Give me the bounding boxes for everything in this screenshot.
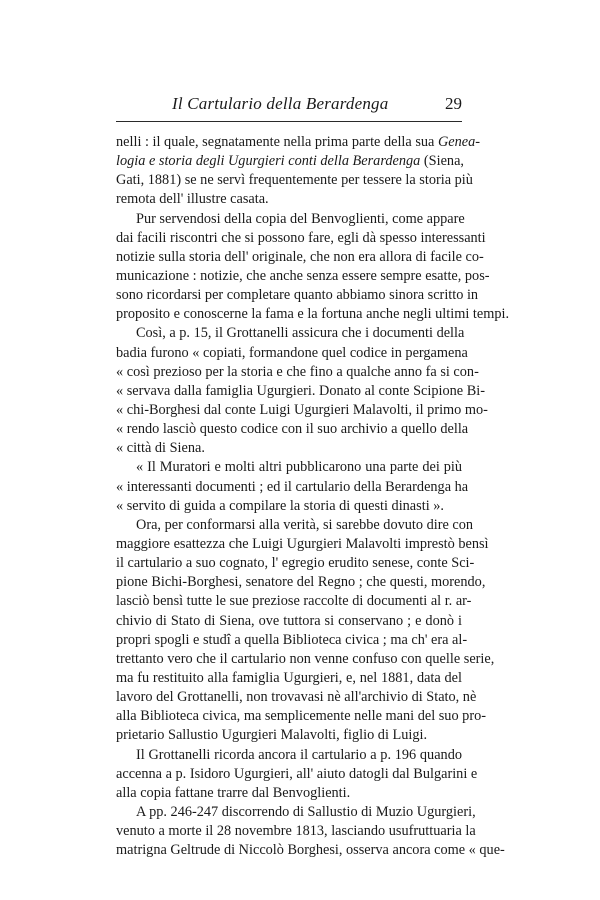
text-line: proposito e conoscerne la fama e la fortuna anche negli ultimi tempi.	[116, 306, 510, 323]
text-line: il cartulario a suo cognato, l' egregio erudito senese, conte Sci-	[116, 555, 475, 572]
text-line: « così prezioso per la storia e che fino a qualche anno fa si con-	[116, 363, 479, 380]
text-line: « chi-Borghesi dal conte Luigi Ugurgieri Malavolti, il primo mo-	[116, 401, 488, 418]
running-head: Il Cartulario della Berardenga	[172, 94, 389, 113]
text-line: badia furono « copiati, formandone quel codice in pergamena	[116, 344, 468, 361]
text-line: nelli : il quale, segnatamente nella prima parte della sua Genea-	[116, 134, 481, 150]
text-line: lavoro del Grottanelli, non trovavasi nè all'archivio di Stato, nè	[116, 689, 477, 706]
body-text	[116, 133, 510, 860]
text-line: « rendo lasciò questo codice con il suo archivio a quello della	[116, 421, 469, 438]
text-line: municazione : notizie, che anche senza essere sempre esatte, pos-	[116, 267, 490, 284]
text-line: trettanto vero che il cartulario non venne confuso con quelle serie,	[116, 650, 495, 667]
text-line: matrigna Geltrude di Niccolò Borghesi, osserva ancora come « que-	[116, 842, 505, 859]
header-rule	[116, 121, 462, 122]
text-line: sono ricordarsi per completare quanto abbiamo sinora scritto in	[116, 287, 479, 304]
page-header	[116, 94, 462, 118]
text-line: maggiore esattezza che Luigi Ugurgieri Malavolti imprestò bensì	[116, 535, 489, 552]
text-line: « Il Muratori e molti altri pubblicarono una parte dei più	[136, 459, 462, 476]
text-line: ma fu restituito alla famiglia Ugurgieri, e, nel 1881, data del	[116, 669, 462, 686]
text-line: pione Bichi-Borghesi, senatore del Regno ; che questi, morendo,	[116, 574, 486, 591]
text-line: alla copia fattane trarre dal Benvoglienti.	[116, 784, 351, 801]
text-line: propri spogli e studî a quella Biblioteca civica ; ma ch' era al-	[116, 631, 468, 648]
text-line: A pp. 246-247 discorrendo di Sallustio di Muzio Ugurgieri,	[136, 803, 476, 820]
text-line: Gati, 1881) se ne servì frequentemente per tessere la storia più	[116, 172, 473, 189]
text-line: notizie sulla storia dell' originale, che non era allora di facile co-	[116, 248, 484, 265]
text-line: Il Grottanelli ricorda ancora il cartulario a p. 196 quando	[136, 746, 462, 763]
text-line: Così, a p. 15, il Grottanelli assicura che i documenti della	[136, 325, 465, 342]
page-number: 29	[445, 94, 462, 113]
text-line: logia e storia degli Ugurgieri conti della Berardenga (Siena,	[116, 153, 464, 170]
text-line: « servito di guida a compilare la storia di questi dinasti ».	[116, 497, 444, 514]
text-line: chivio di Stato di Siena, ove tuttora si conservano ; e donò i	[116, 612, 462, 629]
text-line: « servava dalla famiglia Ugurgieri. Donato al conte Scipione Bi-	[116, 382, 485, 399]
text-line: venuto a morte il 28 novembre 1813, lasciando usufruttuaria la	[116, 823, 476, 840]
text-line: prietario Sallustio Ugurgieri Malavolti, figlio di Luigi.	[116, 727, 428, 744]
text-line: accenna a p. Isidoro Ugurgieri, all' aiuto datogli dal Bulgarini e	[116, 765, 478, 782]
text-line: remota dell' illustre casata.	[116, 191, 269, 208]
text-line: dai facili riscontri che si possono fare, egli dà spesso interessanti	[116, 229, 486, 246]
text-line: « interessanti documenti ; ed il cartulario della Berardenga ha	[116, 478, 469, 495]
text-line: lasciò bensì tutte le sue preziose raccolte di documenti al r. ar-	[116, 593, 472, 610]
text-line: alla Biblioteca civica, ma semplicemente nelle mani del suo pro-	[116, 708, 486, 725]
text-line: Ora, per conformarsi alla verità, si sarebbe dovuto dire con	[136, 516, 474, 533]
text-line: Pur servendosi della copia del Benvoglienti, come appare	[136, 210, 465, 227]
text-line: « città di Siena.	[116, 440, 205, 457]
